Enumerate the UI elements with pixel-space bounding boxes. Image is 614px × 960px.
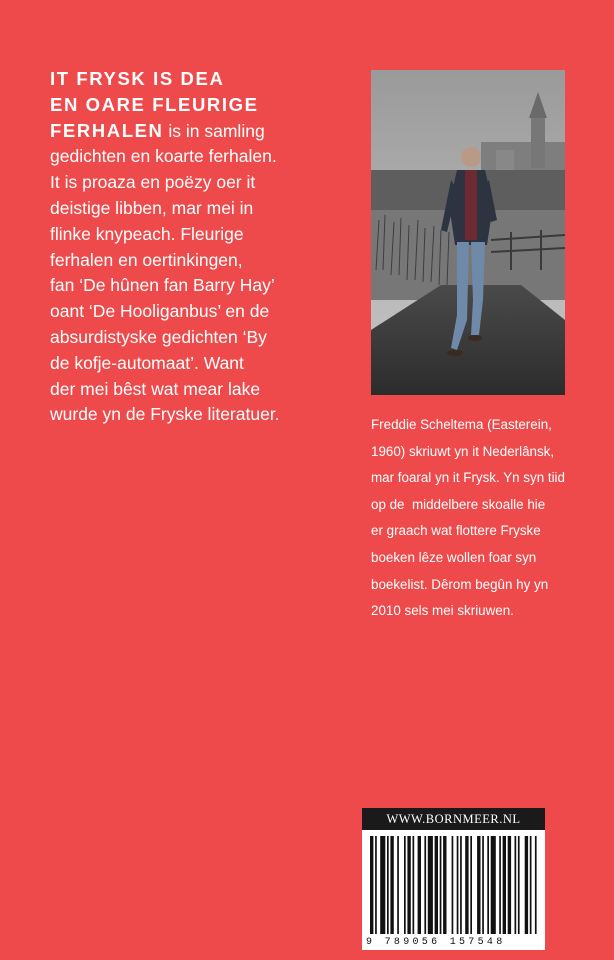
barcode-bar [515,836,517,934]
author-bio [371,412,571,625]
blurb-text-start: is in samling [163,120,265,141]
barcode-bar [390,836,393,934]
blurb-line: der mei bêst wat mear lake [50,378,261,399]
barcode-bar [404,836,406,934]
blurb-line: It is proaza en poëzy oer it [50,172,256,193]
barcode-area [362,830,545,950]
bio-line: er graach wat flottere Fryske [371,523,541,539]
barcode-bar [503,836,506,934]
barcode-bar [460,836,462,934]
barcode-bar [440,836,442,934]
barcode-panel [362,808,545,950]
barcode-bar [491,836,496,934]
barcode-bar [443,836,446,934]
barcode-bar [413,836,415,934]
blurb-line: deistige libben, mar mei in [50,197,254,218]
blurb-line: oant ‘De Hooliganbus’ en de [50,301,270,322]
barcode-bar [525,836,528,934]
bio-line: 2010 sels mei skriuwen. [371,603,514,619]
barcode-bar [508,836,511,934]
bio-line: Freddie Scheltema (Easterein, [371,417,552,432]
barcode-bar [518,836,520,934]
blurb-line: gedichten en koarte ferhalen. [50,146,277,167]
barcode-bar [375,836,377,934]
isbn-digits: 9 789056 157548 [366,937,506,948]
barcode-bar [470,836,472,934]
blurb-line-title-end [50,118,340,145]
barcode-bar [457,836,459,934]
back-cover-blurb [50,66,340,428]
publisher-url[interactable]: WWW.BORNMEER.NL [362,808,545,830]
bio-line: 1960) skriuwt yn it Nederlânsk, [371,443,555,459]
barcode-bar [424,836,426,934]
blurb-line: ferhalen en oertinkingen, [50,249,243,270]
barcode-bar [477,836,480,934]
barcode-bar [530,836,532,934]
barcode-bar [428,836,433,934]
author-photo [371,70,565,395]
blurb-line: wurde yn de Fryske literatuer. [50,404,280,425]
blurb-line: de kofje-automaat’. Want [50,352,244,373]
bio-line: mar foaral yn it Frysk. Yn syn tiid [371,470,565,486]
barcode-bar [407,836,410,934]
barcode-bar [387,836,389,934]
barcode-bar [435,836,438,934]
barcode-bar [397,836,399,934]
book-title-line-1: IT FRYSK IS DEA [50,68,225,89]
blurb-line: absurdistyske gedichten ‘By [50,326,267,347]
barcode-bar [482,836,484,934]
barcode-bars [362,830,545,950]
barcode-bar [499,836,501,934]
barcode-bar [465,836,468,934]
bio-line: boekelist. Dêrom begûn hy yn [371,576,549,592]
barcode-bar [535,836,537,934]
bio-line: op de middelbere skoalle hie [371,496,546,512]
barcode-bar [418,836,421,934]
barcode-bar [487,836,489,934]
book-title-line-2: EN OARE FLEURIGE [50,93,259,115]
blurb-line: fan ‘De hûnen fan Barry Hay’ [50,275,275,296]
barcode-bar [370,836,373,934]
book-title-line-3: FERHALEN [50,119,164,141]
barcode-bar [380,836,385,934]
blurb-line: flinke knypeach. Fleurige [50,223,244,244]
bio-line: boeken lêze wollen foar syn [371,549,537,565]
author-portrait-icon [371,70,565,395]
barcode-bar [452,836,454,934]
